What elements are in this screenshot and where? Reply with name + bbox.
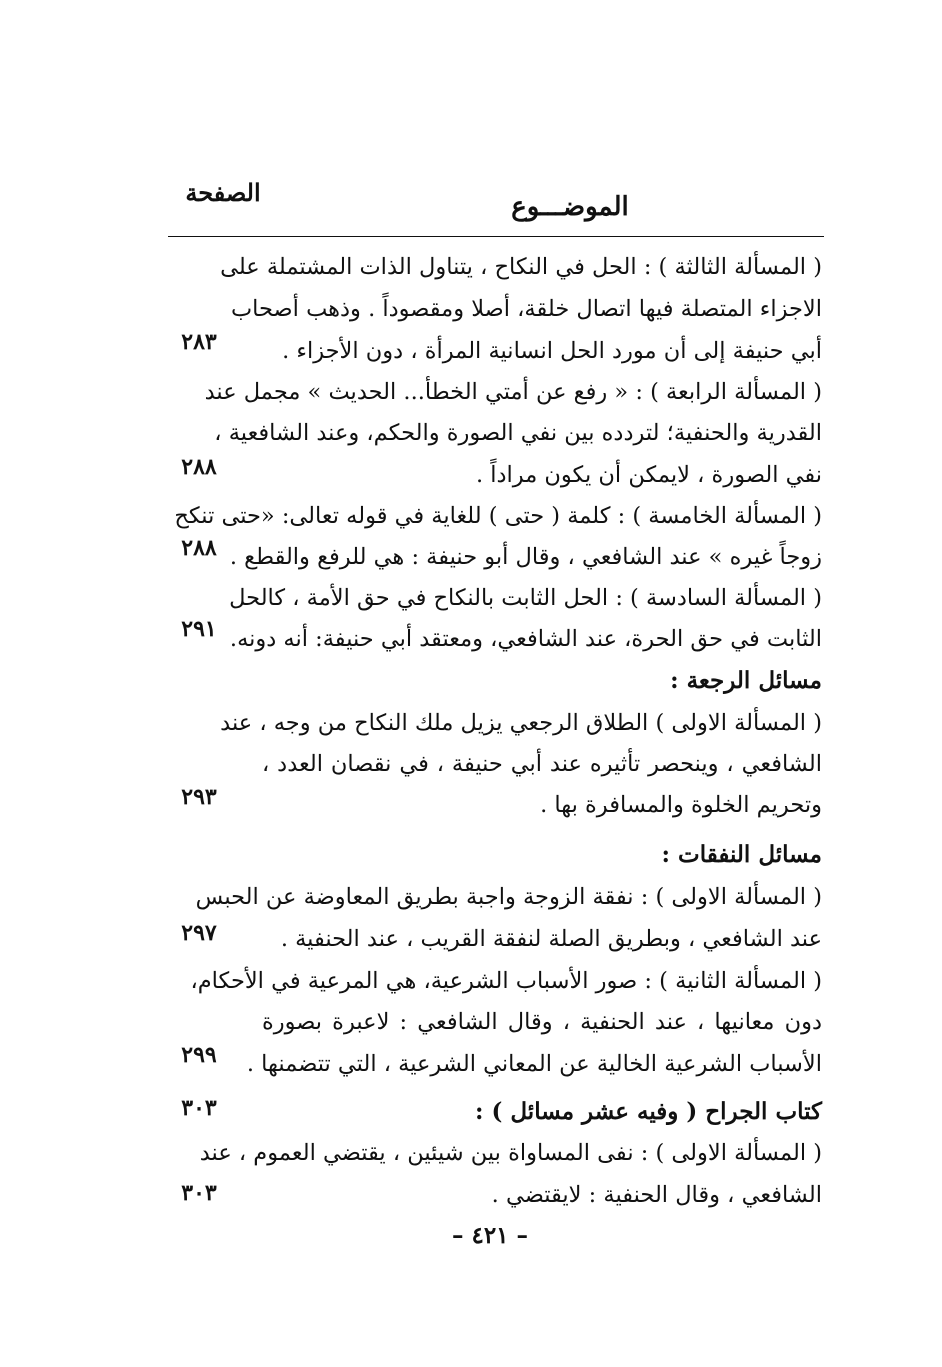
- section-heading: مسائل النفقات :: [661, 841, 822, 868]
- entry-line: عند الشافعي ، وبطريق الصلة لنفقة القريب ، عند الحنفية .: [280, 926, 822, 952]
- entry-line: الأسباب الشرعية الخالية عن المعاني الشرعية ، التي تتضمنها .: [246, 1051, 822, 1077]
- entry-line: ( المسألة الرابعة ) : « رفع عن أمتي الخطأ... الحديث » مجمل عند: [204, 379, 822, 405]
- page-number: ٢٩١: [181, 616, 217, 642]
- header-subject: الموضـــوع: [511, 192, 629, 222]
- page-number: ٢٩٣: [181, 784, 217, 810]
- footer-page-number: – ٤٢١ –: [451, 1222, 529, 1249]
- entry-line: أبي حنيفة إلى أن مورد الحل انسانية المرأة ، دون الأجزاء .: [282, 338, 822, 364]
- entry-line: الشافعي ، وينحصر تأثيره عند أبي حنيفة ، في نقصان العدد ،: [262, 751, 822, 777]
- entry-line: ( المسألة الثالثة ) : الحل في النكاح ، يتناول الذات المشتملة على: [220, 254, 822, 280]
- section-heading: مسائل الرجعة :: [670, 667, 822, 694]
- section-heading: كتاب الجراح ( وفيه عشر مسائل ) :: [475, 1098, 822, 1125]
- page-number: ٣٠٣: [181, 1180, 217, 1206]
- entry-line: ( المسألة الثانية ) : صور الأسباب الشرعية، هي المرعية في الأحكام،: [190, 968, 822, 994]
- entry-line: الثابت في حق الحرة، عند الشافعي، ومعتقد أبي حنيفة: أنه دونه.: [229, 626, 822, 652]
- entry-line: نفي الصورة ، لايمكن أن يكون مراداً .: [475, 462, 822, 488]
- page-number: ٢٨٨: [181, 454, 217, 480]
- page-number: ٣٠٣: [181, 1095, 217, 1121]
- page-number: ٢٩٩: [181, 1042, 217, 1068]
- entry-line: وتحريم الخلوة والمسافرة بها .: [540, 792, 822, 818]
- page-number: ٢٨٨: [181, 535, 217, 561]
- entry-line: ( المسألة الاولى ) : نفى المساواة بين شيئين ، يقتضي العموم ، عند: [199, 1140, 822, 1166]
- entry-line: ( المسألة الاولى ) الطلاق الرجعي يزيل ملك النكاح من وجه ، عند: [220, 710, 822, 736]
- entry-line: ( المسألة الخامسة ) : كلمة ( حتى ) للغاية في قوله تعالى: «حتى تنكح: [174, 503, 822, 529]
- entry-line: الشافعي ، وقال الحنفية : لايقتضي .: [491, 1182, 822, 1208]
- entry-line: ( المسألة الاولى ) : نفقة الزوجة واجبة بطريق المعاوضة عن الحبس: [195, 884, 822, 910]
- page-number: ٢٩٧: [181, 920, 217, 946]
- header-page: الصفحة: [185, 178, 261, 207]
- entry-line: دون معانيها ، عند الحنفية ، وقال الشافعي : لاعبرة بصورة: [262, 1009, 822, 1035]
- entry-line: الاجزاء المتصلة فيها اتصال خلقة، أصلا ومقصوداً . وذهب أصحاب: [231, 296, 822, 322]
- entry-line: القدرية والحنفية؛ لتردده بين نفي الصورة والحكم، وعند الشافعية ،: [214, 420, 822, 446]
- header-rule: [168, 236, 824, 237]
- entry-line: زوجاً غيره » عند الشافعي ، وقال أبو حنيفة : هي للرفع والقطع .: [229, 544, 822, 570]
- entry-line: ( المسألة السادسة ) : الحل الثابت بالنكاح في حق الأمة ، كالحل: [229, 585, 822, 611]
- page-number: ٢٨٣: [181, 329, 217, 355]
